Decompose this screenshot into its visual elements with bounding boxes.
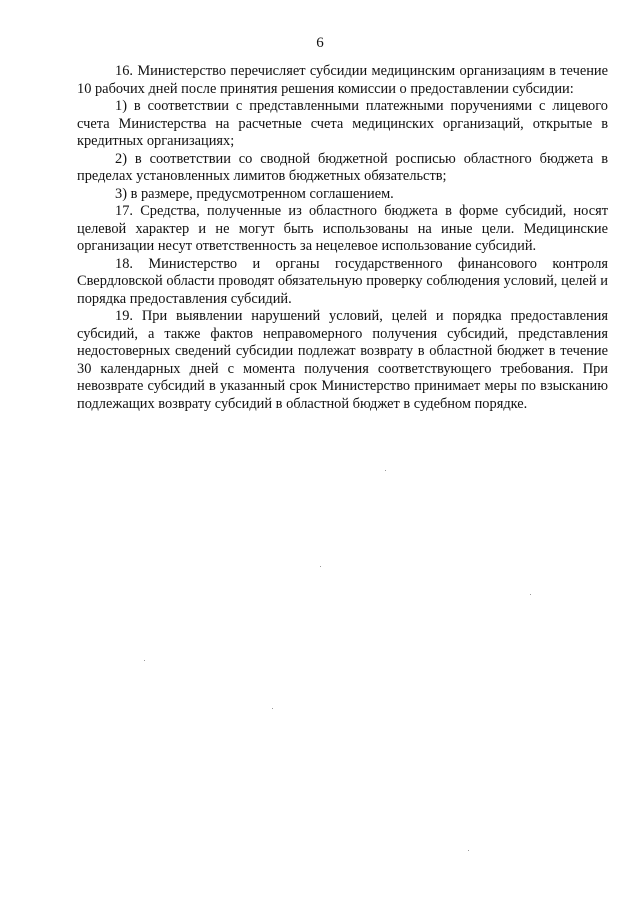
paragraph-18: 18. Министерство и органы государственного финансового контроля Свердловской области проводят обязательную проверку соблюдения условий, целей и порядка предоставления субсидий. bbox=[77, 255, 608, 307]
paragraph-16-item-3: 3) в размере, предусмотренном соглашением. bbox=[115, 185, 394, 202]
paragraph-16-item-1: 1) в соответствии с представленными платежными поручениями с лицевого счета Министерства на расчетные счета медицинских организаций, открытые в кредитных организациях; bbox=[77, 98, 608, 149]
paragraph-17: 17. Средства, полученные из областного бюджета в форме субсидий, носят целевой характер и не могут быть использованы на иные цели. Медицинские организации несут ответственность за нецелевое использование субсидий. bbox=[77, 203, 608, 254]
scan-speck bbox=[144, 660, 145, 661]
scan-speck bbox=[530, 594, 531, 595]
document-body bbox=[77, 63, 608, 413]
paragraph-16-item-2: 2) в соответствии со сводной бюджетной росписью областного бюджета в пределах установленных лимитов бюджетных обязательств; bbox=[77, 150, 608, 184]
scan-speck bbox=[272, 708, 273, 709]
paragraph-16: 16. Министерство перечисляет субсидии медицинским организациям в течение 10 рабочих дней после принятия решения комиссии о предоставлении субсидии: bbox=[77, 63, 608, 97]
page-number: 6 bbox=[316, 35, 324, 51]
scan-speck bbox=[385, 470, 386, 471]
paragraph-19: 19. При выявлении нарушений условий, целей и порядка предоставления субсидий, а также фактов неправомерного получения субсидий, представления недостоверных сведений субсидии подлежат возврату в областной бюджет в течение 30 календарных дней с момента получения соответствующего требования. При невозврате субсидий в указанный срок Министерство принимает меры по взысканию подлежащих возврату субсидий в областной бюджет в судебном порядке. bbox=[77, 308, 608, 412]
scan-speck bbox=[320, 566, 321, 567]
scan-speck bbox=[468, 850, 469, 851]
